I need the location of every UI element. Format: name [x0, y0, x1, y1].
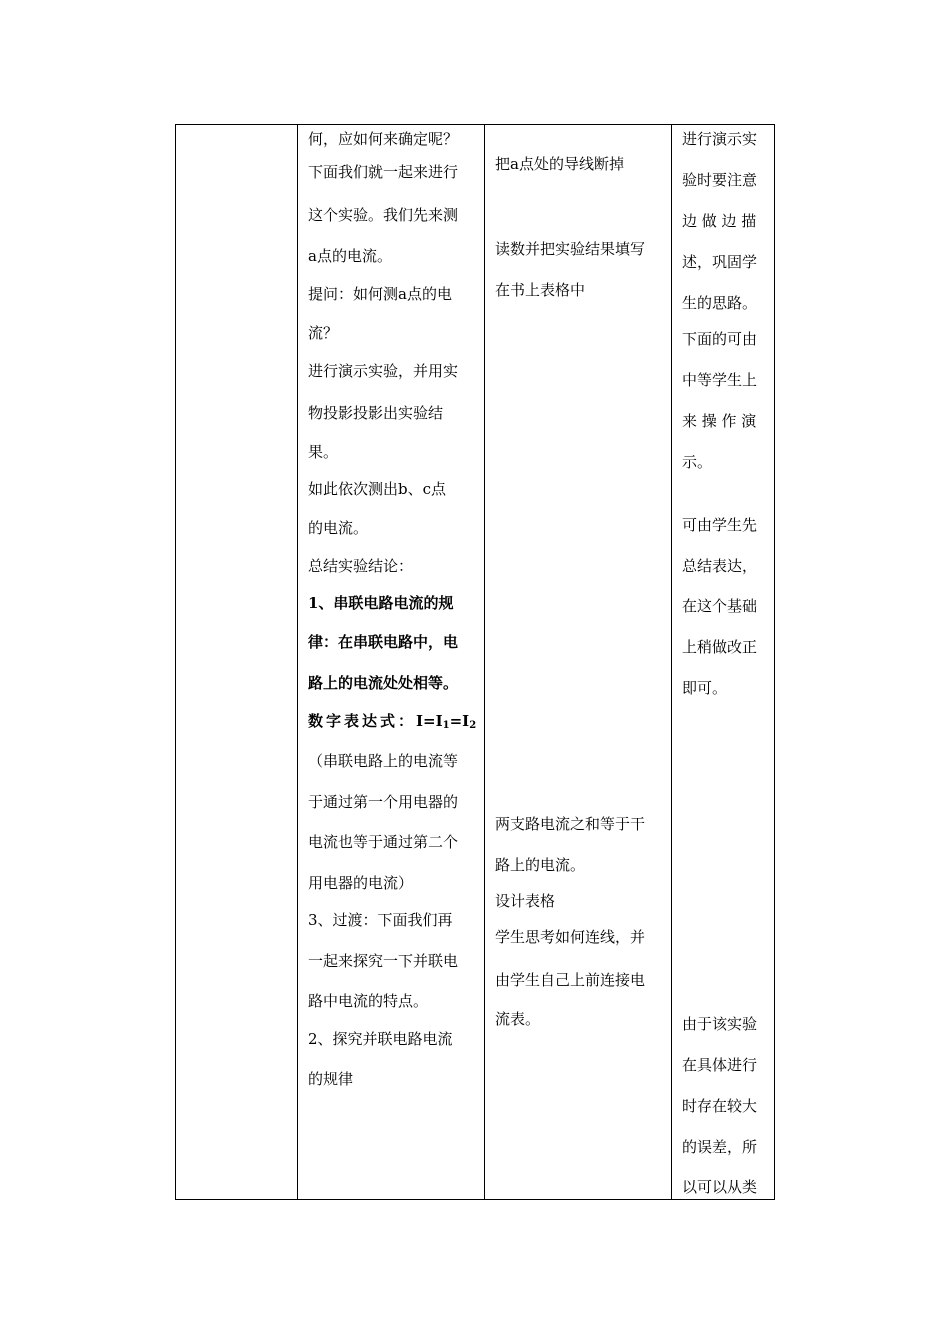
formula-label: 数字表达式： [308, 712, 417, 730]
text-line: 物投影投影出实验结 [308, 404, 444, 422]
text-line: 2、探究并联电路电流 [308, 1030, 453, 1048]
text-line: 下面我们就一起来进行 [308, 163, 459, 181]
text-line: 如此依次测出b、c点 [308, 480, 447, 498]
text-line: a点的电流。 [308, 247, 392, 265]
formula-line [308, 712, 476, 730]
text-line: 的电流。 [308, 519, 369, 537]
text-line: 流？ [308, 324, 339, 342]
text-line: 进行演示实验，并用实 [308, 362, 459, 380]
text-line: 把a点处的导线断掉 [495, 155, 624, 173]
text-line: 两支路电流之和等于干 [495, 815, 646, 833]
text-line: 何，应如何来确定呢？ [308, 130, 459, 148]
text-line: 果。 [308, 443, 339, 461]
text-line: 提问：如何测a点的电 [308, 285, 452, 303]
lesson-table [175, 124, 775, 1200]
text-line: 电流也等于通过第二个 [308, 833, 459, 851]
text-line: （串联电路上的电流等 [308, 752, 459, 770]
column-divider [484, 125, 485, 1199]
text-line: 来 操 作 演 [682, 412, 757, 430]
text-line: 路上的电流。 [495, 856, 586, 874]
text-line: 由学生自己上前连接电 [495, 971, 646, 989]
text-line: 边 做 边 描 [682, 212, 757, 230]
text-line: 在具体进行 [682, 1056, 758, 1074]
text-line: 验时要注意 [682, 171, 758, 189]
text-line: 时存在较大 [682, 1097, 758, 1115]
text-line: 生的思路。 [682, 294, 758, 312]
student-activity-cell [495, 125, 670, 1199]
text-line: 可由学生先 [682, 516, 758, 534]
column-divider [671, 125, 672, 1199]
formula: $I=I_1=I_2$ [416, 712, 477, 731]
text-line: 一起来探究一下并联电 [308, 952, 459, 970]
text-line: 在这个基础 [682, 597, 758, 615]
teacher-activity-cell [308, 125, 483, 1199]
text-line: 3、过渡：下面我们再 [308, 911, 453, 929]
text-line: 总结表达， [682, 557, 758, 575]
text-line: 上稍做改正 [682, 638, 758, 656]
text-line: 中等学生上 [682, 371, 758, 389]
text-line: 设计表格 [495, 892, 556, 910]
text-line: 的误差，所 [682, 1138, 758, 1156]
column-divider [297, 125, 298, 1199]
text-line: 学生思考如何连线，并 [495, 928, 646, 946]
text-line: 由于该实验 [682, 1015, 758, 1033]
empty-first-column-cell [176, 125, 297, 1199]
text-line: 下面的可由 [682, 330, 758, 348]
design-notes-cell [682, 125, 774, 1199]
text-line: 于通过第一个用电器的 [308, 793, 459, 811]
text-line: 读数并把实验结果填写 [495, 240, 646, 258]
bold-text-line: 路上的电流处处相等。 [308, 674, 459, 692]
text-line: 总结实验结论： [308, 557, 414, 575]
bold-text-line: 1、串联电路电流的规 [308, 594, 454, 612]
text-line: 示。 [682, 453, 713, 471]
text-line: 进行演示实 [682, 130, 758, 148]
bold-text-line: 律：在串联电路中，电 [308, 633, 459, 651]
text-line: 的规律 [308, 1070, 354, 1088]
text-line: 流表。 [495, 1010, 541, 1028]
text-line: 以可以从类 [682, 1178, 758, 1196]
text-line: 路中电流的特点。 [308, 992, 429, 1010]
text-line: 即可。 [682, 679, 728, 697]
text-line: 这个实验。我们先来测 [308, 206, 459, 224]
text-line: 用电器的电流） [308, 874, 414, 892]
text-line: 述，巩固学 [682, 253, 758, 271]
text-line: 在书上表格中 [495, 281, 586, 299]
